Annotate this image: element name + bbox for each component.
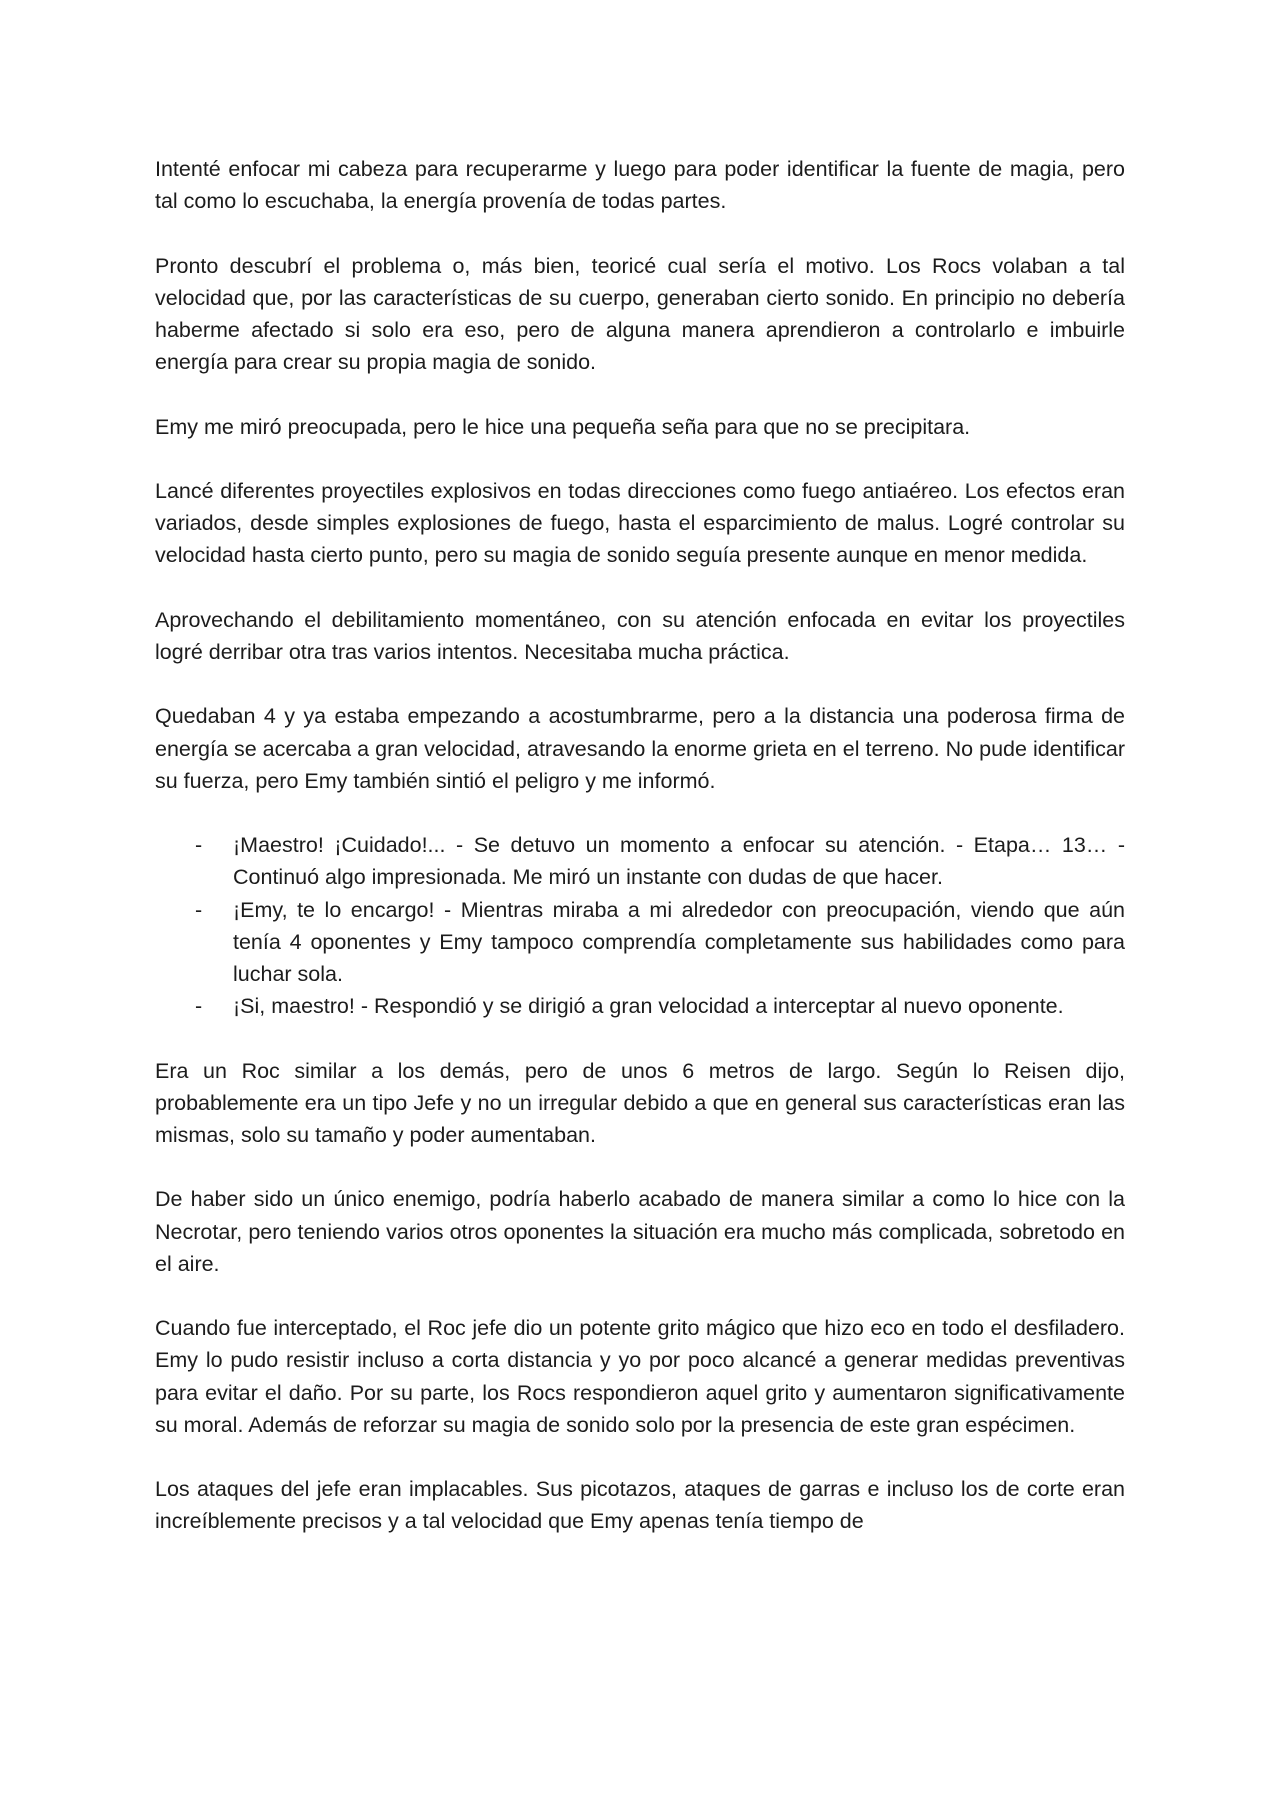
dialogue-item <box>155 829 1125 893</box>
dialogue-item <box>155 990 1125 1022</box>
dialogue-text: ¡Si, maestro! - Respondió y se dirigió a gran velocidad a interceptar al nuevo oponente. <box>233 994 1064 1019</box>
paragraph: De haber sido un único enemigo, podría haberlo acabado de manera similar a como lo hice con la Necrotar, pero teniendo varios otros oponentes la situación era mucho más complicada, sobretodo en el aire. <box>155 1187 1125 1276</box>
paragraph: Aprovechando el debilitamiento momentáneo, con su atención enfocada en evitar los proyectiles logré derribar otra tras varios intentos. Necesitaba mucha práctica. <box>155 607 1125 664</box>
paragraph: Cuando fue interceptado, el Roc jefe dio un potente grito mágico que hizo eco en todo el desfiladero. Emy lo pudo resistir incluso a corta distancia y yo por poco alcancé a generar medidas preventivas para evitar el daño. Por su parte, los Rocs respondieron aquel grito y aumentaron significativamente su moral. Además de reforzar su magia de sonido solo por la presencia de este gran espécimen. <box>155 1316 1125 1437</box>
document-body <box>155 153 1125 1570</box>
dialogue-dash: - <box>195 994 203 1019</box>
paragraph: Intenté enfocar mi cabeza para recuperarme y luego para poder identificar la fuente de magia, pero tal como lo escuchaba, la energía provenía de todas partes. <box>155 157 1125 214</box>
paragraph: Emy me miró preocupada, pero le hice una pequeña seña para que no se precipitara. <box>155 414 971 439</box>
paragraph: Lancé diferentes proyectiles explosivos en todas direcciones como fuego antiaéreo. Los efectos eran variados, desde simples explosiones de fuego, hasta el esparcimiento de malus. Logré controlar su velocidad hasta cierto punto, pero su magia de sonido seguía presente aunque en menor medida. <box>155 478 1125 568</box>
dialogue-text: ¡Maestro! ¡Cuidado!... - Se detuvo un momento a enfocar su atención. - Etapa… 13… - Continuó algo impresionada. Me miró un instante con dudas de que hacer. <box>233 833 1125 890</box>
dialogue-item <box>155 894 1125 991</box>
dialogue-dash: - <box>195 897 203 922</box>
dialogue-dash: - <box>195 833 203 858</box>
dialogue-list <box>155 829 1125 1022</box>
paragraph: Los ataques del jefe eran implacables. Sus picotazos, ataques de garras e incluso los de corte eran increíblemente precisos y a tal velocidad que Emy apenas tenía tiempo de <box>155 1477 1125 1534</box>
dialogue-text: ¡Emy, te lo encargo! - Mientras miraba a mi alrededor con preocupación, viendo que aún tenía 4 oponentes y Emy tampoco comprendía completamente sus habilidades como para luchar sola. <box>233 897 1125 986</box>
paragraph: Pronto descubrí el problema o, más bien, teoricé cual sería el motivo. Los Rocs volaban a tal velocidad que, por las características de su cuerpo, generaban cierto sonido. En principio no debería haberme afectado si solo era eso, pero de alguna manera aprendieron a controlarlo e imbuirle energía para crear su propia magia de sonido. <box>155 253 1125 375</box>
paragraph: Era un Roc similar a los demás, pero de unos 6 metros de largo. Según lo Reisen dijo, probablemente era un tipo Jefe y no un irregular debido a que en general sus características eran las mismas, solo su tamaño y poder aumentaban. <box>155 1058 1125 1147</box>
paragraph: Quedaban 4 y ya estaba empezando a acostumbrarme, pero a la distancia una poderosa firma de energía se acercaba a gran velocidad, atravesando la enorme grieta en el terreno. No pude identificar su fuerza, pero Emy también sintió el peligro y me informó. <box>155 704 1125 793</box>
